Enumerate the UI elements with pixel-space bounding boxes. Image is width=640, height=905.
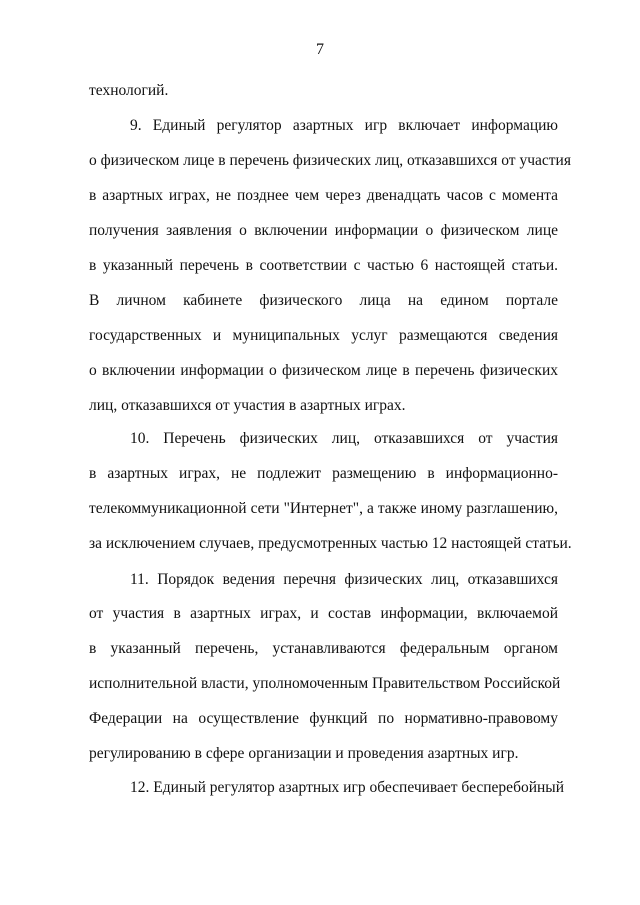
paragraph-9-line: в указанный перечень в соответствии с частью 6 настоящей статьи. [89, 257, 558, 274]
paragraph-12-line: 12. Единый регулятор азартных игр обеспечивает бесперебойный [130, 779, 564, 796]
paragraph-11-line: Федерации на осуществление функций по нормативно-правовому [89, 710, 558, 727]
paragraph-11-line: регулированию в сфере организации и проведения азартных игр. [89, 745, 519, 762]
paragraph-9-line: о физическом лице в перечень физических лиц, отказавшихся от участия [89, 152, 571, 169]
paragraph-11-line: от участия в азартных играх, и состав информации, включаемой [89, 605, 558, 622]
paragraph-10-line: за исключением случаев, предусмотренных частью 12 настоящей статьи. [89, 535, 572, 552]
paragraph-9-line: получения заявления о включении информации о физическом лице [89, 222, 558, 239]
paragraph-9-line: в азартных играх, не позднее чем через двенадцать часов с момента [89, 187, 558, 204]
paragraph-9-line: 9. Единый регулятор азартных игр включает информацию [130, 117, 558, 134]
paragraph-11-line: исполнительной власти, уполномоченным Правительством Российской [89, 675, 561, 692]
paragraph-9-line: В личном кабинете физического лица на едином портале [89, 292, 558, 309]
paragraph-9-line: о включении информации о физическом лице в перечень физических [89, 362, 558, 379]
text-line: технологий. [89, 82, 169, 99]
paragraph-11-line: 11. Порядок ведения перечня физических лиц, отказавшихся [130, 571, 558, 588]
paragraph-10-line: в азартных играх, не подлежит размещению в информационно- [89, 465, 558, 482]
page-number: 7 [316, 41, 324, 58]
paragraph-10-line: телекоммуникационной сети "Интернет", а также иному разглашению, [89, 500, 558, 517]
paragraph-9-line: государственных и муниципальных услуг размещаются сведения [89, 327, 558, 344]
paragraph-9-line: лиц, отказавшихся от участия в азартных играх. [89, 397, 406, 414]
paragraph-10-line: 10. Перечень физических лиц, отказавшихся от участия [130, 430, 558, 447]
paragraph-11-line: в указанный перечень, устанавливаются федеральным органом [89, 640, 558, 657]
